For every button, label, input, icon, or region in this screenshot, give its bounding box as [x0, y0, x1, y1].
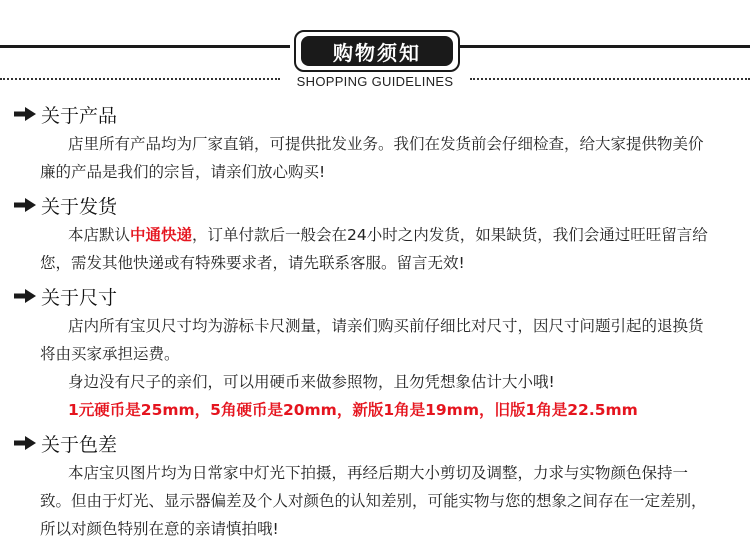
header-banner	[0, 0, 750, 95]
section-paragraph: 本店宝贝图片均为日常家中灯光下拍摄，再经后期大小剪切及调整，力求与实物颜色保持一致。但由于灯光、显示器偏差及个人对颜色的认知差别，可能实物与您的想象之间存在一定差别，所以对颜色特别在意的亲请慎拍哦!	[40, 464, 707, 538]
section-header-color	[14, 430, 117, 456]
section-paragraph: 身边没有尺子的亲们，可以用硬币来做参照物，且勿凭想象估计大小哦!	[68, 373, 555, 391]
coin-size-note: 1元硬币是25mm，5角硬币是20mm，新版1角是19mm，旧版1角是22.5mm	[68, 401, 638, 419]
left-divider	[0, 45, 290, 48]
section-title: 关于尺寸	[41, 286, 118, 309]
right-arrow-icon	[14, 289, 36, 303]
paragraph-text: ，订单付款后一般会在24小时之内发货，如果缺货，我们会通过旺旺留言给您，需发其他快递或有特殊要求者，请先联系客服。留言无效!	[40, 226, 708, 272]
paragraph-text: 本店默认	[68, 226, 131, 244]
section-header-size	[14, 283, 117, 309]
section-paragraph: 店内所有宝贝尺寸均为游标卡尺测量，请亲们购买前仔细比对尺寸，因尺寸问题引起的退换货将由买家承担运费。	[40, 317, 704, 363]
section-paragraph	[40, 221, 712, 277]
section-title: 关于色差	[41, 433, 118, 456]
right-divider	[460, 45, 750, 48]
right-arrow-icon	[14, 198, 36, 212]
section-title: 关于发货	[41, 195, 118, 218]
section-header-product	[14, 101, 117, 127]
section-header-shipping	[14, 192, 117, 218]
section-paragraph: 店里所有产品均为厂家直销，可提供批发业务。我们在发货前会仔细检查，给大家提供物美价廉的产品是我们的宗旨，请亲们放心购买!	[40, 135, 704, 181]
section-title: 关于产品	[41, 104, 118, 127]
right-arrow-icon	[14, 436, 36, 450]
page-subtitle: SHOPPING GUIDELINES	[296, 74, 454, 89]
courier-highlight: 中通快递	[130, 226, 193, 244]
page-title: 购物须知	[301, 36, 453, 66]
title-badge	[294, 30, 460, 72]
right-arrow-icon	[14, 107, 36, 121]
